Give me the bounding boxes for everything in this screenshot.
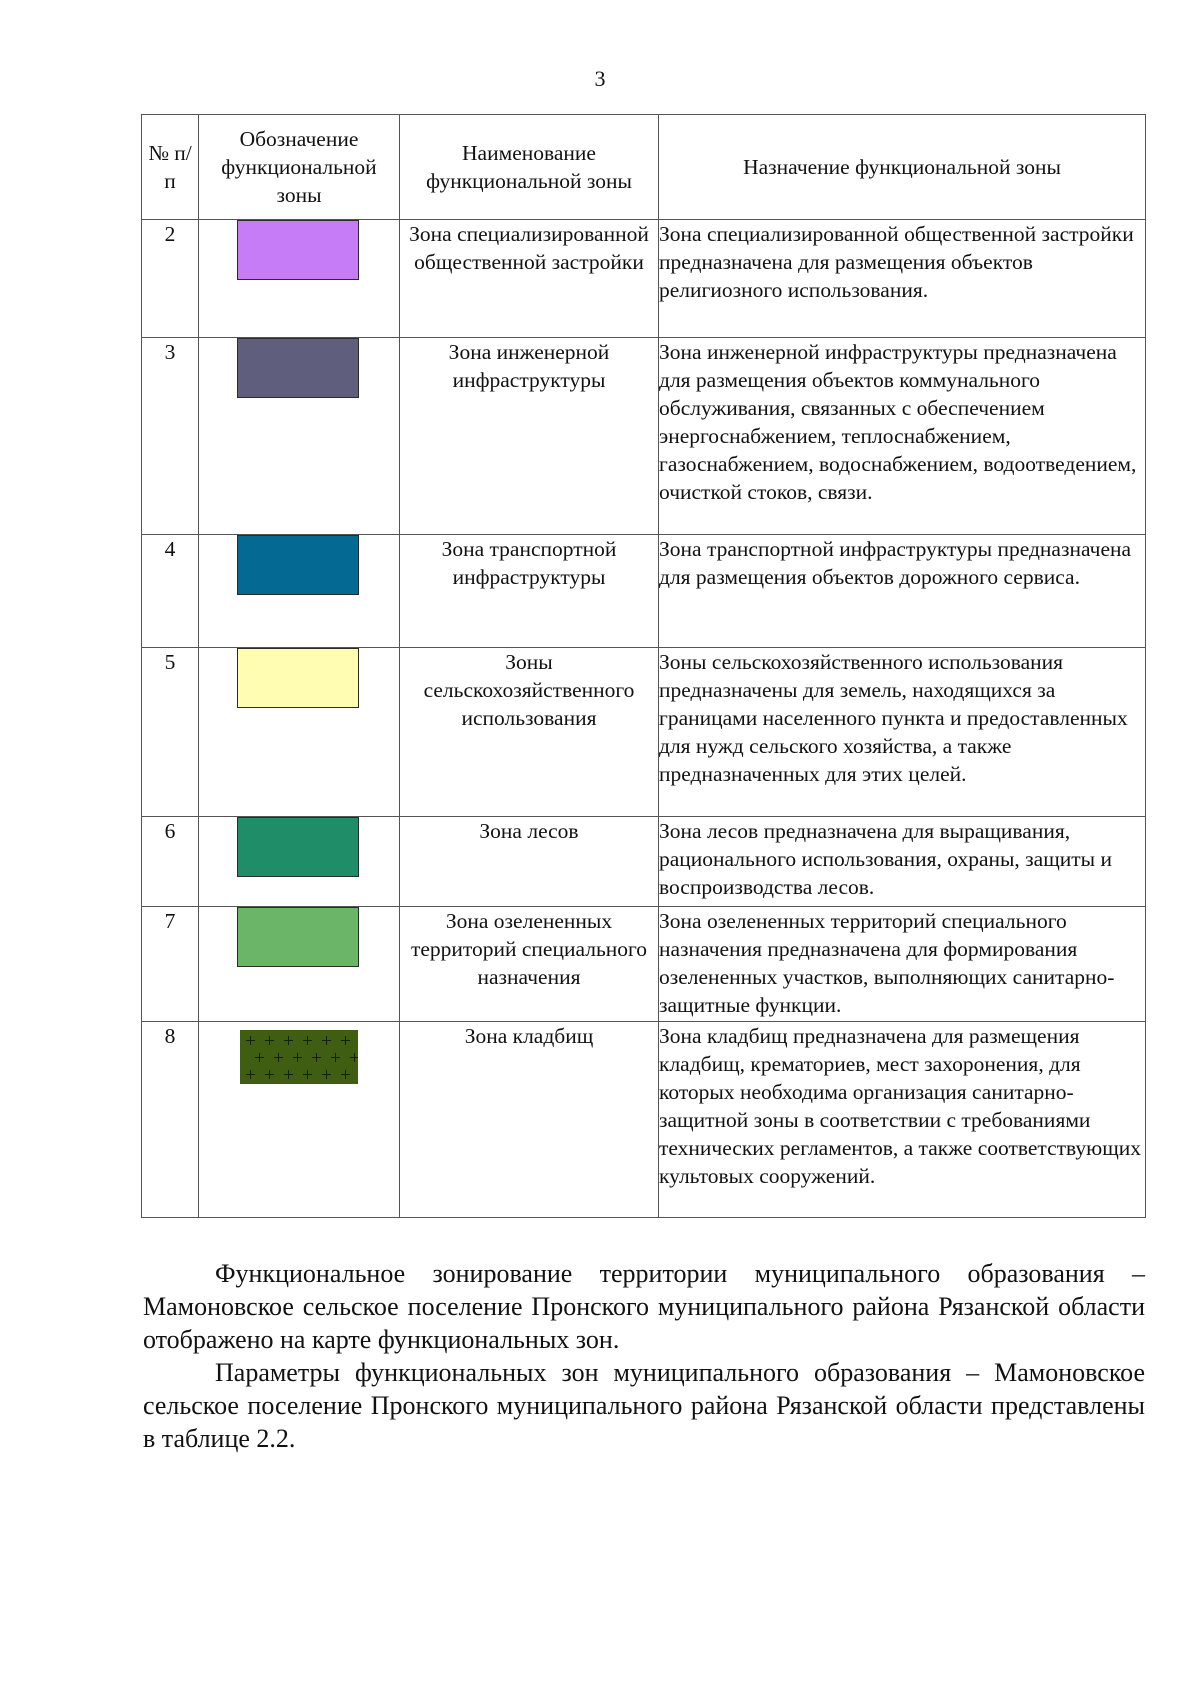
zone-purpose: Зона озелененных территорий специального назначения предназначена для формирования озелененных участков, выполняющих санитарно-защитные функции.: [659, 907, 1146, 1022]
page-number: 3: [594, 66, 606, 91]
paragraph-zone-parameters: [143, 1356, 1145, 1455]
header-num: № п/п: [142, 115, 199, 220]
table-row: [142, 817, 1146, 907]
cross-mark: [341, 1070, 350, 1079]
cross-mark: [284, 1036, 293, 1045]
row-number: 4: [142, 535, 199, 648]
zone-purpose: Зона транспортной инфраструктуры предназначена для размещения объектов дорожного сервиса.: [659, 535, 1146, 648]
zone-name: Зона озелененных территорий специального назначения: [400, 907, 659, 1022]
header-name: Наименование функциональной зоны: [400, 115, 659, 220]
cross-mark: [303, 1036, 312, 1045]
zone-color-swatch: [237, 535, 359, 595]
designation-cell: [199, 817, 400, 907]
zone-name: Зона транспортной инфраструктуры: [400, 535, 659, 648]
row-number: 5: [142, 648, 199, 817]
cross-mark: [284, 1070, 293, 1079]
zone-purpose: Зона кладбищ предназначена для размещения кладбищ, крематориев, мест захоронения, для которых необходима организация санитарно-защитной зоны в соответствии с требованиями технических регламентов, а также соответствующих культовых сооружений.: [659, 1022, 1146, 1218]
row-number: 3: [142, 338, 199, 535]
table-row: [142, 648, 1146, 817]
cross-mark: [265, 1036, 274, 1045]
row-number: 6: [142, 817, 199, 907]
cross-mark: [246, 1036, 255, 1045]
zone-name: Зона специализированной общественной застройки: [400, 220, 659, 338]
designation-cell: [199, 220, 400, 338]
table-row: [142, 1022, 1146, 1218]
cross-mark: [341, 1036, 350, 1045]
designation-cell: [199, 1022, 400, 1218]
zone-name: Зона лесов: [400, 817, 659, 907]
designation-cell: [199, 907, 400, 1022]
cemetery-pattern-swatch: [240, 1030, 358, 1084]
zone-name: Зоны сельскохозяйственного использования: [400, 648, 659, 817]
table-row: [142, 535, 1146, 648]
paragraph-text: Параметры функциональных зон муниципального образования – Мамоновское сельское поселение Пронского муниципального района Рязанской области представлены в таблице 2.2.: [143, 1358, 1145, 1453]
zone-color-swatch: [237, 220, 359, 280]
cross-mark: [312, 1053, 321, 1062]
paragraph-zoning-map: [143, 1257, 1145, 1356]
zone-color-swatch: [237, 338, 359, 398]
header-purpose: Назначение функциональной зоны: [659, 115, 1146, 220]
table-row: [142, 907, 1146, 1022]
row-number: 2: [142, 220, 199, 338]
cross-mark: [322, 1070, 331, 1079]
cross-mark: [255, 1053, 264, 1062]
zone-purpose: Зона лесов предназначена для выращивания, рационального использования, охраны, защиты и воспроизводства лесов.: [659, 817, 1146, 907]
designation-cell: [199, 535, 400, 648]
zone-purpose: Зона инженерной инфраструктуры предназначена для размещения объектов коммунального обслуживания, связанных с обеспечением энергоснабжением, теплоснабжением, газоснабжением, водоснабжением, водоотведением, очисткой стоков, связи.: [659, 338, 1146, 535]
zone-name: Зона кладбищ: [400, 1022, 659, 1218]
row-number: 7: [142, 907, 199, 1022]
cross-mark: [322, 1036, 331, 1045]
cross-mark: [293, 1053, 302, 1062]
zone-purpose: Зона специализированной общественной застройки предназначена для размещения объектов религиозного использования.: [659, 220, 1146, 338]
table-header-row: [142, 115, 1146, 220]
cross-mark: [303, 1070, 312, 1079]
cross-mark: [246, 1070, 255, 1079]
zone-name: Зона инженерной инфраструктуры: [400, 338, 659, 535]
table-row: [142, 338, 1146, 535]
zone-purpose: Зоны сельскохозяйственного использования предназначены для земель, находящихся за границами населенного пункта и предоставленных для нужд сельского хозяйства, а также предназначенных для этих целей.: [659, 648, 1146, 817]
cross-mark: [331, 1053, 340, 1062]
zone-color-swatch: [237, 907, 359, 967]
cross-mark: [274, 1053, 283, 1062]
row-number: 8: [142, 1022, 199, 1218]
cross-mark: [265, 1070, 274, 1079]
designation-cell: [199, 338, 400, 535]
zone-color-swatch: [237, 817, 359, 877]
zone-color-swatch: [237, 648, 359, 708]
functional-zones-table: [141, 114, 1146, 1218]
designation-cell: [199, 648, 400, 817]
cross-mark: [350, 1053, 358, 1062]
paragraph-text: Функциональное зонирование территории муниципального образования – Мамоновское сельское поселение Пронского муниципального района Рязанской области отображено на карте функциональных зон.: [143, 1259, 1145, 1354]
table-row: [142, 220, 1146, 338]
header-designation: Обозначение функциональной зоны: [199, 115, 400, 220]
